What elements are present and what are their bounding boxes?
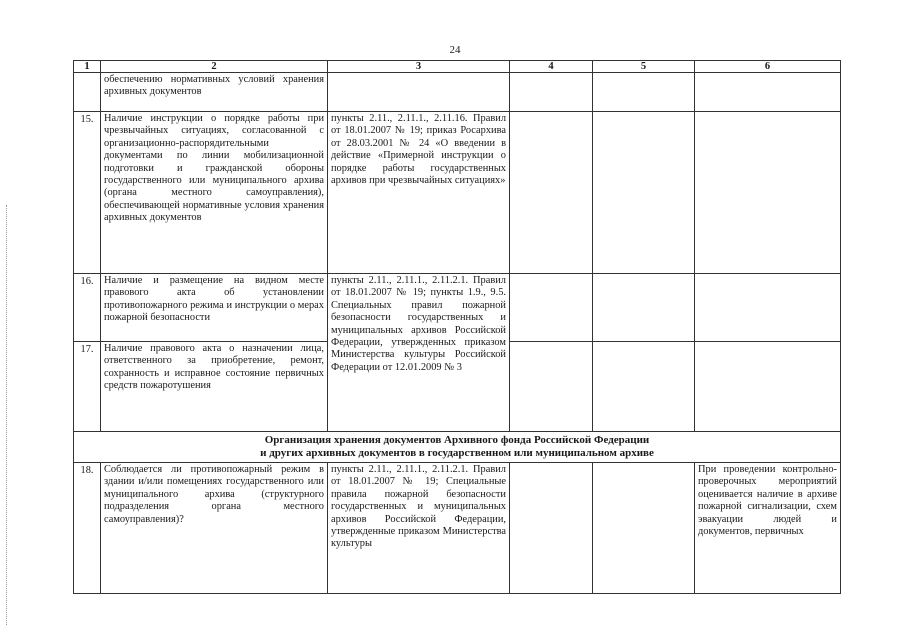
- table-row: [74, 274, 841, 342]
- empty-cell: [695, 342, 841, 432]
- column-header: 6: [695, 61, 841, 73]
- empty-cell: [593, 73, 695, 112]
- binding-margin-line: [6, 205, 7, 625]
- empty-cell: [695, 112, 841, 274]
- empty-cell: [510, 342, 593, 432]
- empty-cell: [695, 274, 841, 342]
- column-header: 5: [593, 61, 695, 73]
- requirement-text: Наличие инструкции о порядке работы при чрезвычайных ситуациях, согласованной с организационно-распорядительными документами по линии мобилизационной подготовки и гражданской обороны государственного или муниципального архива (органа местного самоуправления), обеспечивающей нормативные условия хранения архивных документов: [101, 112, 328, 274]
- empty-cell: [510, 112, 593, 274]
- row-number: 17.: [74, 342, 101, 432]
- empty-cell: [593, 342, 695, 432]
- requirement-text: Наличие и размещение на видном месте правового акта об установлении противопожарного режима и инструкции о мерах пожарной безопасности: [101, 274, 328, 342]
- requirement-text: Наличие правового акта о назначении лица, ответственного за приобретение, ремонт, сохранность и исправное состояние первичных средств пожаротушения: [101, 342, 328, 432]
- table-row: [74, 112, 841, 274]
- legal-reference: пункты 2.11., 2.11.1., 2.11.2.1. Правил от 18.01.2007 № 19; пункты 1.9., 9.5. Специальных правил пожарной безопасности государственных и муниципальных архивов Российской Федерации, утвержденных приказом Министерства культуры Российской Федерации от 12.01.2009 № 3: [328, 274, 510, 432]
- table-row: [74, 73, 841, 112]
- column-number-row: [74, 61, 841, 73]
- inspection-checklist-table: [73, 60, 841, 594]
- page-number: 24: [449, 44, 461, 56]
- empty-cell: [593, 274, 695, 342]
- column-header: 3: [328, 61, 510, 73]
- empty-cell: [695, 73, 841, 112]
- row-number: 16.: [74, 274, 101, 342]
- requirement-text: обеспечению нормативных условий хранения архивных документов: [101, 73, 328, 112]
- row-number: [74, 73, 101, 112]
- table-row: [74, 463, 841, 594]
- legal-reference: пункты 2.11., 2.11.1., 2.11.2.1. Правил от 18.01.2007 № 19; Специальные правила пожарной безопасности государственных и муниципальных архивов Российской Федерации, утвержденные приказом Министерства культуры: [328, 463, 510, 594]
- section-heading-line: и других архивных документов в государственном или муниципальном архиве: [260, 447, 654, 459]
- empty-cell: [593, 463, 695, 594]
- legal-reference: [328, 73, 510, 112]
- empty-cell: [510, 274, 593, 342]
- row-number: 18.: [74, 463, 101, 594]
- empty-cell: [510, 73, 593, 112]
- note-text: При проведении контрольно-проверочных мероприятий оценивается наличие в архиве пожарной сигнализации, схем эвакуации людей и документов, первичных: [695, 463, 841, 594]
- requirement-text: Соблюдается ли противопожарный режим в здании и/или помещениях государственного или муниципального архива (структурного подразделения органа местного самоуправления)?: [101, 463, 328, 594]
- empty-cell: [510, 463, 593, 594]
- column-header: 2: [101, 61, 328, 73]
- section-heading-line: Организация хранения документов Архивного фонда Российской Федерации: [264, 434, 650, 446]
- column-header: 4: [510, 61, 593, 73]
- section-heading-row: [74, 432, 841, 463]
- legal-reference: пункты 2.11., 2.11.1., 2.11.16. Правил от 18.01.2007 № 19; приказ Росархива от 28.03.2001 № 24 «О введении в действие «Примерной инструкции о порядке работы государственных архивов при чрезвычайных ситуациях»: [328, 112, 510, 274]
- row-number: 15.: [74, 112, 101, 274]
- column-header: 1: [74, 61, 101, 73]
- empty-cell: [593, 112, 695, 274]
- section-heading: [74, 432, 841, 463]
